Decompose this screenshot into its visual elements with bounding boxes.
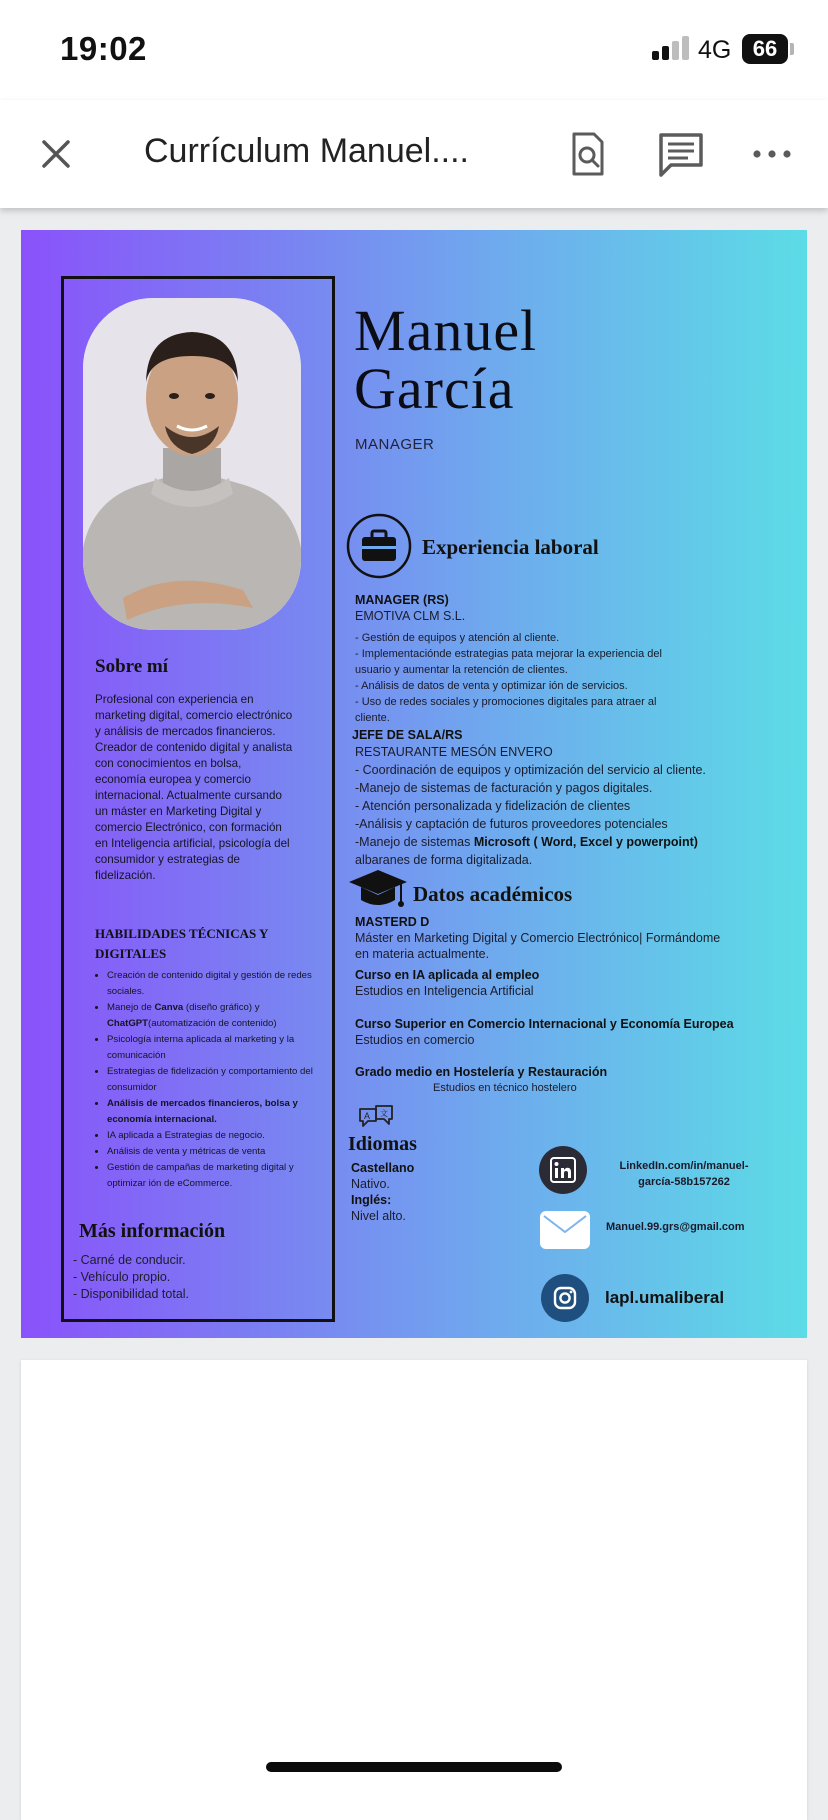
about-heading: Sobre mí <box>95 656 169 677</box>
instagram-icon[interactable] <box>541 1274 589 1322</box>
job2-line: -Manejo de sistemas de facturación y pagos digitales. <box>355 781 653 795</box>
skill-item <box>107 1000 317 1032</box>
job1-line: - Análisis de datos de venta y optimizar ión de servicios. <box>355 680 628 692</box>
skills-heading-line2: DIGITALES <box>95 946 167 961</box>
name-first: Manuel <box>354 298 538 363</box>
linkedin-icon[interactable] <box>539 1146 587 1194</box>
document-page-2 <box>21 1360 807 1820</box>
job1-line: cliente. <box>355 712 390 724</box>
skill-text: (diseño gráfico) y <box>183 1002 260 1013</box>
skills-heading-line1: HABILIDADES TÉCNICAS Y <box>95 926 269 941</box>
skill-bold: ChatGPT <box>107 1018 149 1029</box>
skill-item: • Gestión de campañas de marketing digital y optimizar ión de eCommerce. <box>107 1160 317 1192</box>
academic-item1-text: en materia actualmente. <box>355 947 490 961</box>
job1-title: MANAGER (RS) <box>355 593 449 607</box>
job2-line <box>355 834 698 850</box>
home-indicator[interactable] <box>266 1762 562 1772</box>
email-icon[interactable] <box>539 1210 591 1250</box>
graduation-cap-icon <box>347 868 409 912</box>
app-bar <box>0 100 828 208</box>
more-info-heading: Más información <box>79 1220 226 1242</box>
signal-icon <box>652 36 690 60</box>
academic-item3-title: Curso Superior en Comercio Internacional y Economía Europea <box>355 1017 734 1031</box>
job2-company: RESTAURANTE MESÓN ENVERO <box>355 745 553 759</box>
search-document-icon[interactable] <box>562 128 614 180</box>
academic-item2-title: Curso en IA aplicada al empleo <box>355 968 540 982</box>
status-time: 19:02 <box>60 30 147 67</box>
linkedin-url-line1[interactable]: LinkedIn.com/in/manuel- <box>619 1160 749 1172</box>
close-icon[interactable] <box>28 126 84 182</box>
skill-text: (automatización de contenido) <box>148 1018 277 1029</box>
more-info-line: - Disponibilidad total. <box>73 1287 190 1301</box>
job2-line: -Análisis y captación de futuros proveedores potenciales <box>355 817 668 831</box>
linkedin-url-line2[interactable]: garcía-58b157262 <box>638 1176 730 1188</box>
job2-line5-bold: Microsoft ( Word, Excel y powerpoint) <box>473 835 698 849</box>
language-1: Castellano <box>351 1161 415 1175</box>
job2-title: JEFE DE SALA/RS <box>352 728 463 742</box>
more-info-line: - Vehículo propio. <box>73 1270 171 1284</box>
more-options-icon[interactable] <box>746 128 798 180</box>
skill-item: • Creación de contenido digital y gestión de redes sociales. <box>107 968 317 1000</box>
academic-item2-text: Estudios en Inteligencia Artificial <box>355 984 534 998</box>
comment-icon[interactable] <box>654 128 708 182</box>
status-bar <box>0 0 828 100</box>
translate-icon <box>357 1102 395 1134</box>
skills-list <box>91 968 317 1192</box>
skill-bold: Canva <box>154 1002 184 1013</box>
language-2-level: Nivel alto. <box>351 1209 406 1223</box>
job1-company: EMOTIVA CLM S.L. <box>355 609 466 623</box>
instagram-handle[interactable]: lapl.umaliberal <box>605 1288 725 1307</box>
battery-nub <box>790 43 794 55</box>
candidate-name <box>354 298 538 421</box>
skill-item: • Análisis de venta y métricas de venta <box>107 1144 317 1160</box>
job1-line: - Uso de redes sociales y promociones digitales para atraer al <box>355 696 657 708</box>
skill-item: • IA aplicada a Estrategias de negocio. <box>107 1128 317 1144</box>
svg-text:文: 文 <box>380 1109 388 1118</box>
academic-item3-text: Estudios en comercio <box>355 1033 475 1047</box>
about-text: Profesional con experiencia en marketing digital, comercio electrónico y análisis de mercados financieros. Creador de contenido digital y analista con conocimientos en bolsa, economía europea y comercio internacional. Actualmente cursando un máster en Marketing Digital y comercio Electrónico, con formación en Inteligencia artificial, psicología del consumidor y estrategias de fidelización. <box>95 693 293 882</box>
profile-photo <box>83 298 301 630</box>
svg-text:A: A <box>364 1111 371 1121</box>
language-1-level: Nativo. <box>351 1177 390 1191</box>
academic-item4-text: Estudios en técnico hostelero <box>433 1082 577 1094</box>
job2-line: - Atención personalizada y fidelización de clientes <box>355 799 631 813</box>
job2-line5-text: -Manejo de sistemas <box>355 835 474 849</box>
battery-icon: 66 <box>742 34 788 64</box>
skill-item: • Psicología interna aplicada al marketing y la comunicación <box>107 1032 317 1064</box>
briefcase-icon <box>345 512 413 580</box>
candidate-role: MANAGER <box>355 436 435 453</box>
document-page-1 <box>21 230 807 1338</box>
skill-item: • Estrategias de fidelización y comportamiento del consumidor <box>107 1064 317 1096</box>
job1-line: usuario y aumentar la retención de clientes. <box>355 664 568 676</box>
document-title: Currículum Manuel.... <box>144 132 469 170</box>
skill-item: • Análisis de mercados financieros, bolsa y economía internacional. <box>107 1096 317 1128</box>
academic-item4-title: Grado medio en Hostelería y Restauración <box>355 1065 608 1079</box>
email-address[interactable]: Manuel.99.grs@gmail.com <box>606 1221 745 1233</box>
language-2: Inglés: <box>351 1193 392 1207</box>
experience-heading: Experiencia laboral <box>422 535 599 559</box>
languages-heading: Idiomas <box>348 1133 417 1155</box>
more-info-line: - Carné de conducir. <box>73 1253 186 1267</box>
name-last: García <box>354 356 515 421</box>
academic-item1-title: MASTERD D <box>355 915 430 929</box>
academic-heading: Datos académicos <box>413 882 573 906</box>
job2-line: albaranes de forma digitalizada. <box>355 853 533 867</box>
job1-line: - Implementaciónde estrategias pata mejorar la experiencia del <box>355 648 662 660</box>
network-type: 4G <box>698 36 732 64</box>
job1-line: - Gestión de equipos y atención al cliente. <box>355 632 560 644</box>
skill-text: Manejo de <box>107 1002 155 1013</box>
skills-heading <box>95 924 268 964</box>
job2-line: - Coordinación de equipos y optimización del servicio al cliente. <box>355 763 706 777</box>
academic-item1-text: Máster en Marketing Digital y Comercio Electrónico| Formándome <box>355 931 721 945</box>
